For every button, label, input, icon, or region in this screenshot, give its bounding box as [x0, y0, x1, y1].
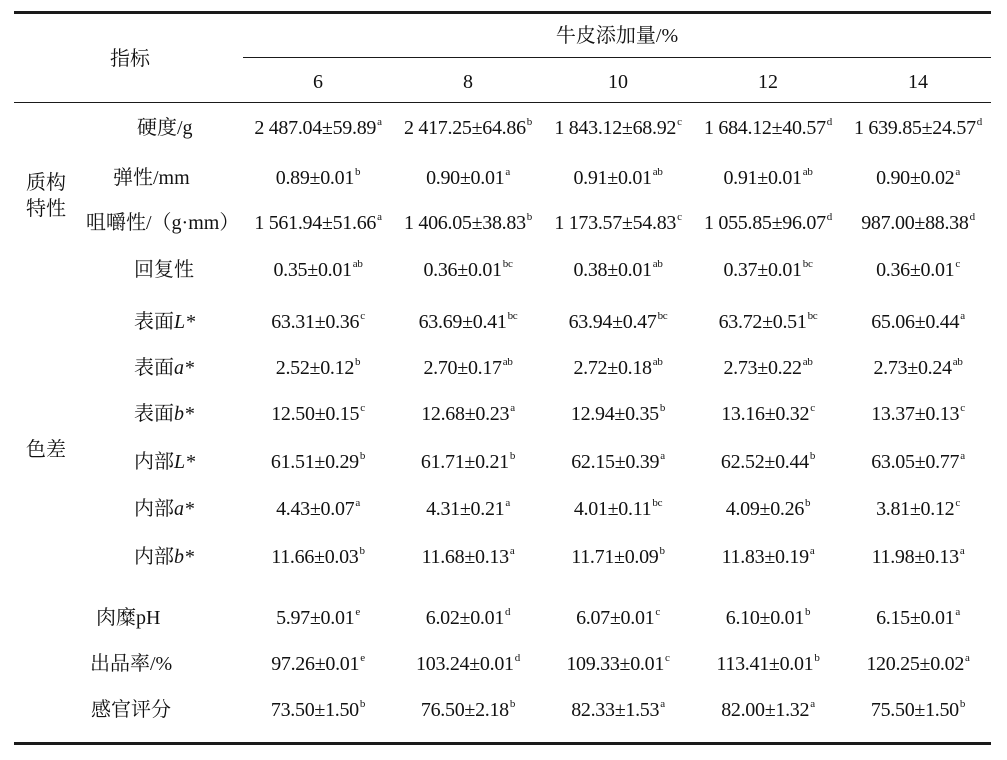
table-cell [876, 166, 960, 193]
table-cell [404, 116, 532, 143]
row-label: 弹性/mm [113, 167, 190, 189]
significance-letter: b [509, 698, 516, 710]
cell-value: 63.69±0.41 [418, 311, 507, 333]
cell-value: 109.33±0.01 [566, 653, 665, 675]
significance-letter: a [377, 211, 382, 223]
group-header-rule [243, 57, 991, 58]
cell-value: 62.15±0.39 [571, 451, 660, 473]
significance-letter: b [959, 698, 966, 710]
significance-letter: b [359, 450, 366, 462]
table-cell [423, 258, 512, 285]
cell-value: 1 406.05±38.83 [404, 212, 526, 234]
row-label [134, 545, 194, 569]
significance-letter: b [355, 356, 361, 368]
significance-letter: d [969, 211, 975, 223]
row-label: 硬度/g [137, 117, 193, 139]
table-cell [726, 606, 810, 633]
cell-value: 987.00±88.38 [861, 212, 969, 234]
table-cell [573, 258, 662, 285]
table-cell [276, 166, 360, 193]
row-label-variable: L* [174, 311, 196, 333]
row-label [134, 310, 195, 334]
cell-value: 6.02±0.01 [425, 607, 505, 629]
cell-value: 63.94±0.47 [568, 311, 657, 333]
significance-letter: a [660, 698, 665, 710]
table-cell [416, 652, 520, 679]
table-cell [276, 497, 360, 524]
significance-letter: bc [807, 310, 818, 322]
cell-value: 63.31±0.36 [271, 311, 360, 333]
significance-letter: a [960, 310, 965, 322]
cell-value: 1 639.85±24.57 [854, 117, 976, 139]
cell-value: 0.36±0.01 [423, 259, 502, 281]
cell-value: 12.94±0.35 [570, 403, 659, 425]
header-rule [14, 102, 991, 103]
table-cell [426, 497, 510, 524]
table-cell [871, 310, 965, 337]
table-cell [721, 450, 815, 477]
column-header-12: 12 [758, 71, 778, 93]
significance-letter: c [665, 652, 670, 664]
cell-value: 76.50±2.18 [420, 699, 509, 721]
significance-letter: b [359, 545, 365, 557]
cell-value: 2.73±0.24 [873, 357, 952, 379]
significance-letter: b [526, 211, 532, 223]
cell-value: 3.81±0.12 [876, 498, 955, 520]
cell-value: 4.31±0.21 [426, 498, 505, 520]
cell-value: 0.89±0.01 [275, 167, 355, 189]
top-rule [14, 11, 991, 14]
table-cell [422, 545, 515, 572]
row-label-prefix: 内部 [134, 546, 174, 568]
cell-value: 0.90±0.01 [426, 167, 505, 189]
table-cell [571, 450, 665, 477]
significance-letter: a [377, 116, 382, 128]
table-cell [276, 356, 360, 383]
significance-letter: a [965, 652, 970, 664]
table-cell [554, 211, 681, 238]
row-label [134, 497, 194, 521]
table-cell [722, 545, 815, 572]
cell-value: 0.90±0.02 [876, 167, 955, 189]
table-cell [276, 606, 360, 633]
cell-value: 11.71±0.09 [571, 546, 659, 568]
table-cell [426, 606, 510, 633]
significance-letter: c [810, 402, 815, 414]
table-cell [876, 258, 960, 285]
table-cell [726, 497, 810, 524]
cell-value: 63.72±0.51 [718, 311, 807, 333]
significance-letter: c [360, 310, 365, 322]
column-header-10: 10 [608, 71, 628, 93]
table-cell [576, 606, 660, 633]
significance-letter: d [826, 116, 832, 128]
table-cell [566, 652, 669, 679]
significance-letter: b [814, 652, 820, 664]
group-label-color [26, 437, 66, 463]
significance-letter: c [955, 497, 960, 509]
row-label-prefix: 表面 [134, 357, 174, 379]
significance-letter: b [359, 698, 366, 710]
table-cell [866, 652, 969, 679]
table-cell [721, 402, 815, 429]
cell-value: 11.83±0.19 [721, 546, 809, 568]
significance-letter: bc [502, 258, 513, 270]
table-cell [574, 497, 662, 524]
cell-value: 11.66±0.03 [271, 546, 359, 568]
significance-letter: a [959, 545, 965, 557]
significance-letter: a [355, 497, 360, 509]
table-cell [573, 356, 662, 383]
cell-value: 2 487.04±59.89 [254, 117, 377, 139]
table-cell [421, 402, 515, 429]
table-cell [719, 310, 818, 337]
significance-letter: c [960, 402, 965, 414]
significance-letter: b [659, 402, 666, 414]
table-cell [876, 606, 960, 633]
table-cell [861, 211, 975, 238]
table-cell [271, 652, 365, 679]
significance-letter: ab [652, 258, 663, 270]
significance-letter: a [509, 545, 515, 557]
row-label-variable: a* [174, 498, 194, 520]
significance-letter: a [960, 450, 965, 462]
indicator-header: 指标 [110, 48, 150, 70]
cell-value: 1 561.94±51.66 [254, 212, 377, 234]
table-cell [419, 310, 518, 337]
significance-letter: a [660, 450, 665, 462]
cell-value: 1 843.12±68.92 [554, 117, 677, 139]
table-cell [723, 258, 812, 285]
table-cell [426, 166, 510, 193]
table-cell [854, 116, 982, 143]
row-label: 肉糜pH [96, 607, 161, 629]
group-label-line: 特性 [26, 198, 66, 220]
cell-value: 62.52±0.44 [720, 451, 809, 473]
table-cell [871, 450, 965, 477]
table-cell [273, 258, 362, 285]
row-label [134, 402, 194, 426]
significance-letter: d [514, 652, 520, 664]
significance-letter: ab [352, 258, 363, 270]
table-cell [423, 356, 512, 383]
table-cell [723, 356, 812, 383]
cell-value: 1 055.85±96.07 [704, 212, 826, 234]
row-label-prefix: 内部 [134, 498, 174, 520]
table-cell [871, 402, 965, 429]
cell-value: 0.37±0.01 [723, 259, 802, 281]
table-cell [571, 402, 665, 429]
table-cell [571, 698, 665, 725]
table-cell [271, 310, 365, 337]
significance-letter: c [655, 606, 660, 618]
significance-letter: a [955, 166, 960, 178]
table-cell [554, 116, 681, 143]
significance-letter: e [355, 606, 360, 618]
significance-letter: ab [652, 356, 663, 368]
significance-letter: a [810, 698, 815, 710]
cell-value: 61.51±0.29 [270, 451, 359, 473]
cell-value: 0.36±0.01 [876, 259, 955, 281]
cell-value: 82.33±1.53 [571, 699, 660, 721]
row-label: 感官评分 [91, 699, 171, 721]
cell-value: 4.01±0.11 [573, 498, 652, 520]
significance-letter: bc [802, 258, 813, 270]
cell-value: 12.68±0.23 [421, 403, 510, 425]
group-title-header: 牛皮添加量/% [555, 25, 679, 47]
table-cell [404, 211, 532, 238]
group-label-line: 质构 [26, 172, 66, 194]
significance-letter: c [677, 211, 682, 223]
row-label [134, 450, 195, 474]
significance-letter: a [809, 545, 815, 557]
table-cell [271, 545, 364, 572]
cell-value: 63.05±0.77 [871, 451, 960, 473]
table-cell [872, 545, 965, 572]
significance-letter: a [510, 402, 515, 414]
significance-letter: c [360, 402, 365, 414]
cell-value: 61.71±0.21 [420, 451, 509, 473]
significance-letter: ab [802, 166, 813, 178]
cell-value: 6.10±0.01 [725, 607, 805, 629]
significance-letter: b [509, 450, 516, 462]
cell-value: 2.70±0.17 [423, 357, 502, 379]
significance-letter: b [809, 450, 816, 462]
row-label-prefix: 表面 [134, 403, 174, 425]
cell-value: 1 173.57±54.83 [554, 212, 677, 234]
cell-value: 2 417.25±64.86 [404, 117, 526, 139]
cell-value: 4.43±0.07 [276, 498, 355, 520]
significance-letter: a [505, 166, 510, 178]
cell-value: 1 684.12±40.57 [704, 117, 826, 139]
table-cell [271, 402, 365, 429]
table-cell [871, 698, 965, 725]
cell-value: 75.50±1.50 [870, 699, 959, 721]
bottom-rule [14, 742, 991, 745]
group-label-texture [26, 170, 66, 222]
significance-letter: bc [507, 310, 518, 322]
cell-value: 12.50±0.15 [271, 403, 360, 425]
table-cell [704, 116, 832, 143]
table-cell [704, 211, 832, 238]
significance-letter: ab [502, 356, 513, 368]
table-cell [876, 497, 960, 524]
cell-value: 0.91±0.01 [723, 167, 802, 189]
column-header-8: 8 [463, 71, 473, 93]
cell-value: 103.24±0.01 [416, 653, 514, 675]
table-cell [721, 698, 815, 725]
cell-value: 73.50±1.50 [270, 699, 359, 721]
cell-value: 113.41±0.01 [716, 653, 814, 675]
table-cell [271, 698, 365, 725]
cell-value: 13.37±0.13 [871, 403, 960, 425]
significance-letter: bc [657, 310, 668, 322]
table-cell [716, 652, 819, 679]
significance-letter: ab [802, 356, 813, 368]
significance-letter: d [976, 116, 982, 128]
cell-value: 97.26±0.01 [271, 653, 360, 675]
significance-letter: a [955, 606, 960, 618]
significance-letter: ab [952, 356, 963, 368]
cell-value: 11.98±0.13 [871, 546, 959, 568]
row-label: 回复性 [134, 259, 194, 281]
cell-value: 82.00±1.32 [721, 699, 810, 721]
table-cell [873, 356, 962, 383]
row-label: 出品率/% [90, 653, 173, 675]
cell-value: 4.09±0.26 [725, 498, 805, 520]
table-cell [571, 545, 664, 572]
significance-letter: b [355, 166, 361, 178]
cell-value: 120.25±0.02 [866, 653, 965, 675]
cell-value: 2.72±0.18 [573, 357, 652, 379]
cell-value: 0.91±0.01 [573, 167, 652, 189]
table-cell [723, 166, 812, 193]
group-label-line: 色差 [26, 439, 66, 461]
table-cell [569, 310, 668, 337]
significance-letter: d [826, 211, 832, 223]
significance-letter: b [805, 497, 811, 509]
significance-letter: e [360, 652, 365, 664]
significance-letter: b [805, 606, 811, 618]
cell-value: 6.15±0.01 [876, 607, 955, 629]
table-cell [421, 698, 515, 725]
cell-value: 0.38±0.01 [573, 259, 652, 281]
significance-letter: b [526, 116, 532, 128]
table-cell [421, 450, 515, 477]
row-label-variable: b* [174, 546, 194, 568]
row-label [134, 356, 194, 380]
significance-letter: a [505, 497, 510, 509]
significance-letter: c [677, 116, 682, 128]
significance-letter: d [505, 606, 511, 618]
cell-value: 2.73±0.22 [723, 357, 802, 379]
significance-letter: bc [652, 497, 663, 509]
cell-value: 65.06±0.44 [871, 311, 960, 333]
table-cell [254, 211, 381, 238]
row-label-prefix: 内部 [134, 451, 174, 473]
column-header-14: 14 [908, 71, 928, 93]
cell-value: 11.68±0.13 [421, 546, 509, 568]
cell-value: 5.97±0.01 [276, 607, 355, 629]
cell-value: 2.52±0.12 [275, 357, 355, 379]
row-label: 咀嚼性/（g·mm） [86, 212, 240, 234]
significance-letter: b [659, 545, 665, 557]
table-cell [254, 116, 381, 143]
column-header-6: 6 [313, 71, 323, 93]
cell-value: 6.07±0.01 [576, 607, 655, 629]
row-label-prefix: 表面 [134, 311, 174, 333]
table-cell [573, 166, 662, 193]
cell-value: 0.35±0.01 [273, 259, 352, 281]
row-label-variable: b* [174, 403, 194, 425]
table-cell [271, 450, 365, 477]
significance-letter: ab [652, 166, 663, 178]
row-label-variable: L* [174, 451, 196, 473]
cell-value: 13.16±0.32 [721, 403, 810, 425]
significance-letter: c [955, 258, 960, 270]
row-label-variable: a* [174, 357, 194, 379]
